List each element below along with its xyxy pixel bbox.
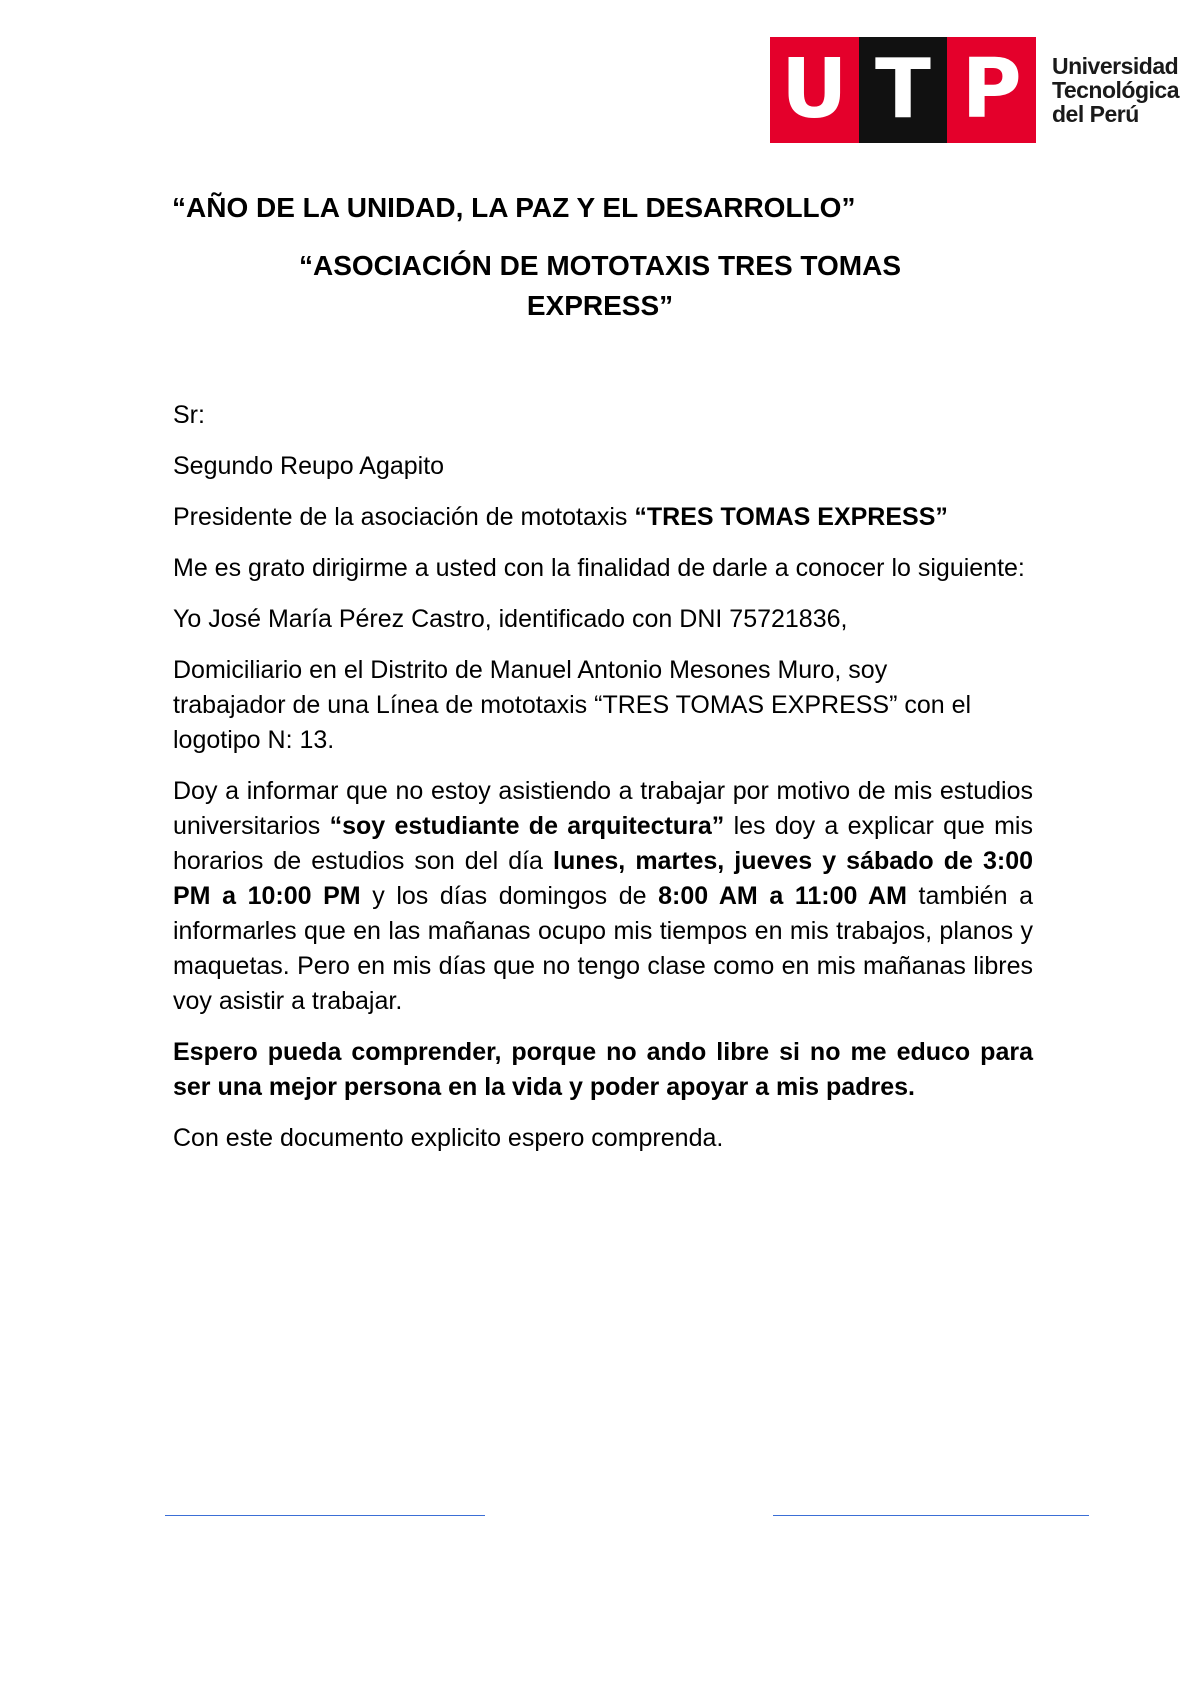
schedule-text-3: y los días domingos de <box>360 882 659 910</box>
year-title: “AÑO DE LA UNIDAD, LA PAZ Y EL DESARROLLO” <box>172 192 856 223</box>
recipient-role-prefix: Presidente de la asociación de mototaxis <box>173 503 635 531</box>
salutation: Sr: <box>173 401 205 429</box>
association-title <box>200 246 1000 326</box>
association-title-line2: EXPRESS” <box>526 290 674 321</box>
association-name-bold: “TRES TOMAS EXPRESS” <box>634 503 948 531</box>
schedule-text-2: les doy a explicar que mis horarios de estudios son del día <box>173 812 1033 875</box>
recipient-name: Segundo Reupo Agapito <box>173 452 445 480</box>
career-bold: “soy estudiante de arquitectura” <box>329 812 725 840</box>
address-paragraph: Domiciliario en el Distrito de Manuel Antonio Mesones Muro, soy trabajador de una Línea de mototaxis “TRES TOMAS EXPRESS” con el logotipo N: 13. <box>173 656 972 754</box>
logo-letter-u: U <box>770 37 859 143</box>
recipient-role <box>173 500 1033 535</box>
schedule-paragraph <box>173 774 1033 1019</box>
signature-line-right <box>773 1515 1089 1516</box>
logo-name-line3: del Perú <box>1052 101 1139 127</box>
letter-body <box>173 398 1033 1172</box>
logo-name-line1: Universidad <box>1052 53 1179 79</box>
utp-logo-wordmark <box>1052 54 1179 126</box>
logo-name-line2: Tecnológica <box>1052 77 1179 103</box>
sunday-schedule-bold: 8:00 AM a 11:00 AM <box>658 882 907 910</box>
association-title-line1: “ASOCIACIÓN DE MOTOTAXIS TRES TOMAS <box>298 250 902 281</box>
intro-paragraph: Me es grato dirigirme a usted con la finalidad de darle a conocer lo siguiente: <box>173 554 1025 582</box>
closing-paragraph: Espero pueda comprender, porque no ando libre si no me educo para ser una mejor persona en la vida y poder apoyar a mis padres. <box>173 1038 1033 1101</box>
schedule-text-1: Doy a informar que no estoy asistiendo a trabajar por motivo de mis estudios universitarios <box>173 777 1033 840</box>
final-line: Con este documento explicito espero comprenda. <box>173 1124 724 1152</box>
utp-logo <box>770 37 1179 143</box>
schedule-text-4: también a informarles que en las mañanas ocupo mis tiempos en mis trabajos, planos y maquetas. Pero en mis días que no tengo clase como en mis mañanas libres voy asistir a trabajar. <box>173 882 1033 1015</box>
utp-logo-mark <box>770 37 1036 143</box>
signature-line-left <box>165 1515 485 1516</box>
weekday-schedule-bold: lunes, martes, jueves y sábado de 3:00 PM a 10:00 PM <box>173 847 1034 910</box>
logo-letter-t: T <box>859 37 948 143</box>
logo-letter-p: P <box>947 37 1036 143</box>
identity-paragraph: Yo José María Pérez Castro, identificado con DNI 75721836, <box>173 605 848 633</box>
